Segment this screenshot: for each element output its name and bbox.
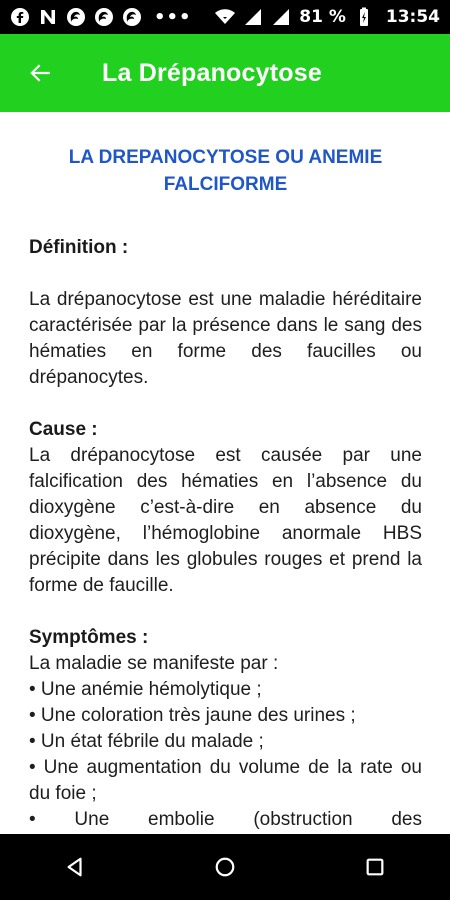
cause-text: La drépanocytose est causée par une falcification des hématies en l’absence du dioxygène c’est-à-dire en absence du dioxygène, l’hémoglobine anormale HBS précipite dans les globules rouges et prend la forme de faucille. <box>29 445 422 596</box>
battery-icon <box>354 7 374 27</box>
notification-icon <box>94 7 114 27</box>
home-circle-icon <box>214 856 236 878</box>
notification-icon <box>122 7 142 27</box>
back-triangle-icon <box>64 856 86 878</box>
back-button[interactable] <box>10 34 70 112</box>
list-item: • Une augmentation du volume de la rate ou du foie ; <box>29 757 422 804</box>
overflow-dots: ••• <box>154 6 192 28</box>
list-item: • Une coloration très jaune des urines ; <box>29 705 356 726</box>
nav-recents-button[interactable] <box>345 842 405 892</box>
arrow-left-icon <box>27 60 53 86</box>
notification-icon <box>66 7 86 27</box>
clock: 13:54 <box>385 7 440 27</box>
list-item: • Un état fébrile du malade ; <box>29 731 264 752</box>
nav-home-button[interactable] <box>195 842 255 892</box>
article-content[interactable] <box>0 112 450 834</box>
nav-back-button[interactable] <box>45 842 105 892</box>
definition-heading: Définition : <box>29 237 129 258</box>
n-app-icon <box>38 7 58 27</box>
cause-heading: Cause : <box>29 419 98 440</box>
list-item: • Une anémie hémolytique ; <box>29 679 262 700</box>
status-left <box>10 7 192 28</box>
status-right <box>215 7 440 27</box>
app-bar <box>0 34 450 112</box>
list-item: • Une embolie (obstruction des <box>29 809 422 830</box>
status-bar <box>0 0 450 34</box>
symptoms-heading: Symptômes : <box>29 627 149 648</box>
app-title: La Drépanocytose <box>102 58 322 87</box>
signal-icon <box>243 7 263 27</box>
wifi-icon <box>215 7 235 27</box>
document-title: LA DREPANOCYTOSE OU ANEMIE FALCIFORME <box>68 147 383 195</box>
facebook-icon <box>10 7 30 27</box>
definition-text: La drépanocytose est une maladie héréditaire caractérisée par la présence dans le sang des hématies en forme des faucilles ou drépanocytes. <box>29 289 422 388</box>
nav-bar <box>0 834 450 900</box>
signal-icon <box>271 7 291 27</box>
recents-square-icon <box>364 856 386 878</box>
symptoms-intro: La maladie se manifeste par : <box>29 653 279 674</box>
battery-percent: 81 % <box>299 7 346 27</box>
